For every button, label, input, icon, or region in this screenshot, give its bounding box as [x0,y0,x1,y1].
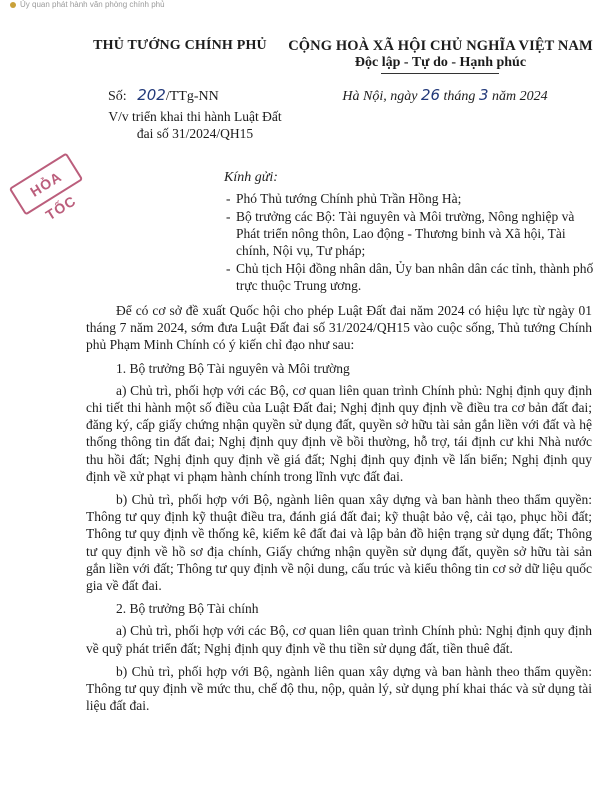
recipient-list [226,190,596,295]
doc-number-prefix: Số: [108,89,127,104]
section-2-item-b: b) Chủ trì, phối hợp với Bộ, ngành liên quan xây dựng và ban hành theo thẩm quyền: Thông tư quy định về mức thu, chế độ thu, nộp, quản lý, sử dụng phí khai thác và sử dụng tài liệu đất đai. [86,663,592,714]
top-strip-text: Ủy quan phát hành văn phòng chính phủ [20,0,165,9]
kinh-gui-label: Kính gửi: [224,170,278,185]
document-number [108,86,219,105]
section-1-item-a: a) Chủ trì, phối hợp với các Bộ, cơ quan liên quan trình Chính phủ: Nghị định quy định chi tiết thi hành một số điều của Luật Đất đai; Nghị định quy định về điều tra cơ bản đất đai; đăng ký, cấp giấy chứng nhận quyền sử dụng đất, quyền sở hữu tài sản gắn liền với đất và hệ thống thông tin đất đai; Nghị định quy định về bồi thường, hỗ trợ, tái định cư khi Nhà nước thu hồi đất; Nghị định quy định về giá đất; Nghị định quy định về lấn biển; Nghị định quy định về xử phạt vi phạm hành chính trong lĩnh vực đất đai. [86,382,592,484]
date-prefix: Hà Nội, ngày [342,89,418,104]
recipient-item: - Chủ tịch Hội đồng nhân dân, Ủy ban nhân dân các tỉnh, thành phố trực thuộc Trung ương. [226,261,594,293]
emblem-icon [10,2,16,8]
doc-number-suffix: /TTg-NN [165,89,219,104]
section-1-title: 1. Bộ trưởng Bộ Tài nguyên và Môi trường [116,360,350,376]
urgent-stamp: HỎA TỐC [9,152,84,215]
date-day: 26 [420,86,441,104]
date-month-label: tháng [443,89,476,104]
recipient-item: - Phó Thủ tướng Chính phủ Trần Hồng Hà; [226,191,462,206]
doc-number-handwritten: 202 [137,86,166,104]
document-subject: V/v triển khai thi hành Luật Đất đai số 31/2024/QH15 [108,109,282,141]
issuer-title: THỦ TƯỚNG CHÍNH PHỦ [93,38,267,53]
date-suffix: năm 2024 [491,89,548,104]
motto-underline [381,73,499,74]
section-1-item-b: b) Chủ trì, phối hợp với Bộ, ngành liên quan xây dựng và ban hành theo thẩm quyền: Thông tư quy định kỹ thuật điều tra, đánh giá đất đai; kỹ thuật bảo vệ, cải tạo, phục hồi đất; Thông tư quy định về thống kê, kiểm kê đất đai và lập bản đồ hiện trạng sử dụng đất; Thông tư quy định về hồ sơ địa chính, Giấy chứng nhận quyền sử dụng đất, quyền sở hữu tài sản gắn liền với đất; Thông tư quy định về nội dung, cấu trúc và kiểu thông tin cơ sở dữ liệu quốc gia về đất đai. [86,492,592,594]
intro-paragraph: Để có cơ sở đề xuất Quốc hội cho phép Luật Đất đai năm 2024 có hiệu lực từ ngày 01 tháng 7 năm 2024, sớm đưa Luật Đất đai số 31/2024/QH15 vào cuộc sống, Thủ tướng Chính phủ Phạm Minh Chính có ý kiến chỉ đạo như sau: [86,303,592,353]
top-source-strip [0,0,600,12]
recipient-text: Bộ trưởng các Bộ: Tài nguyên và Môi trường, Nông nghiệp và Phát triển nông thôn, Lao động - Thương binh và Xã hội, Tài chính, Nội vụ, Tư pháp; [236,209,575,258]
recipient-text: Phó Thủ tướng Chính phủ Trần Hồng Hà; [236,191,462,206]
date-month: 3 [478,86,489,104]
section-2-item-a: a) Chủ trì, phối hợp với các Bộ, cơ quan liên quan trình Chính phủ: Nghị định quy định về quỹ phát triển đất; Nghị định quy định về thu tiền sử dụng đất, tiền thuê đất. [86,623,592,656]
national-title: CỘNG HOÀ XÃ HỘI CHỦ NGHĨA VIỆT NAM [288,38,593,54]
motto: Độc lập - Tự do - Hạnh phúc [354,55,527,70]
document-body [86,302,592,720]
recipient-text: Chủ tịch Hội đồng nhân dân, Ủy ban nhân dân các tỉnh, thành phố trực thuộc Trung ương. [236,261,594,293]
recipient-item: - Bộ trưởng các Bộ: Tài nguyên và Môi trường, Nông nghiệp và Phát triển nông thôn, Lao động - Thương binh và Xã hội, Tài chính, Nội vụ, Tư pháp; [226,209,575,258]
section-2-title: 2. Bộ trưởng Bộ Tài chính [116,601,259,617]
date-line [300,86,590,105]
